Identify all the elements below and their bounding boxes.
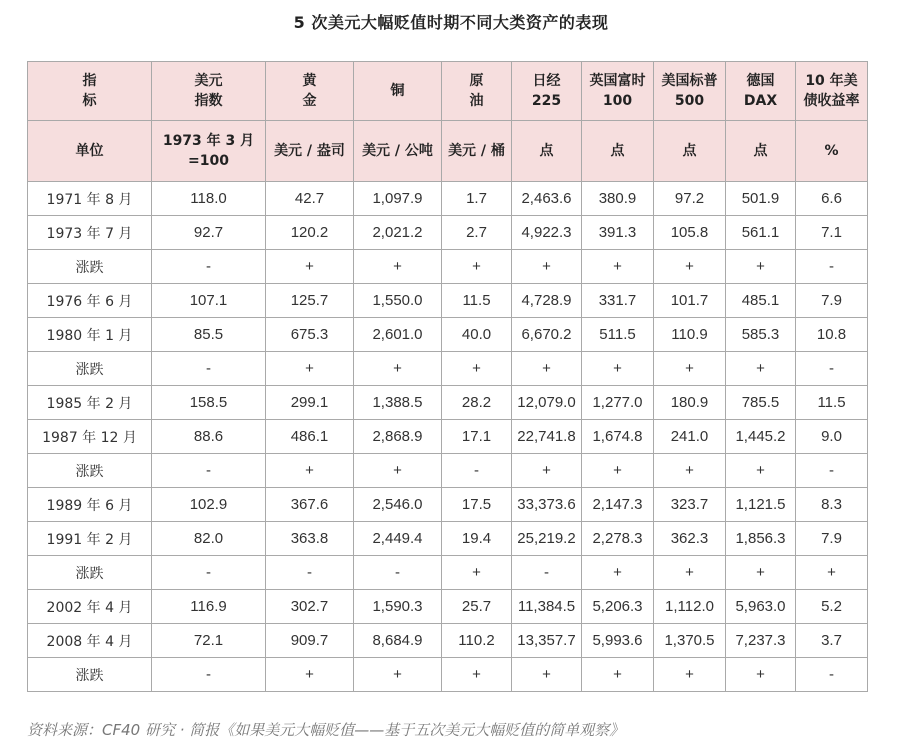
cell-nikkei-225: 12,079.0 (512, 386, 582, 420)
cell-nikkei-225: 4,728.9 (512, 284, 582, 318)
cell-gold: 363.8 (266, 522, 354, 556)
cell-sp-500: 101.7 (654, 284, 726, 318)
change-row (28, 454, 868, 488)
cell-dax: 785.5 (726, 386, 796, 420)
cell-sp-500: + (654, 454, 726, 488)
cell-nikkei-225: 25,219.2 (512, 522, 582, 556)
cell-usd-index: - (152, 454, 266, 488)
cell-us-10y-yield: - (796, 352, 868, 386)
cell-copper: + (354, 250, 442, 284)
cell-usd-index: - (152, 250, 266, 284)
header-cell-nikkei-225: 日经 225 (512, 62, 582, 121)
cell-dax: 7,237.3 (726, 624, 796, 658)
cell-sp-500: + (654, 658, 726, 692)
header-cell-dax: 德国 DAX (726, 62, 796, 121)
cell-copper: 1,590.3 (354, 590, 442, 624)
table-row (28, 318, 868, 352)
page-title: 5 次美元大幅贬值时期不同大类资产的表现 (293, 13, 609, 32)
table-row (28, 216, 868, 250)
header-cell-indicator: 指 标 (28, 62, 152, 121)
cell-crude-oil: 19.4 (442, 522, 512, 556)
cell-copper: 1,550.0 (354, 284, 442, 318)
cell-indicator: 1973 年 7 月 (28, 216, 152, 250)
cell-indicator: 涨跌 (28, 556, 152, 590)
cell-us-10y-yield: 7.9 (796, 522, 868, 556)
cell-gold: 909.7 (266, 624, 354, 658)
cell-copper: 2,601.0 (354, 318, 442, 352)
cell-copper: 8,684.9 (354, 624, 442, 658)
header-row (28, 62, 868, 121)
cell-us-10y-yield: 7.9 (796, 284, 868, 318)
cell-sp-500: + (654, 352, 726, 386)
cell-us-10y-yield: + (796, 556, 868, 590)
header-cell-sp-500: 点 (654, 121, 726, 182)
header-cell-copper: 美元 / 公吨 (354, 121, 442, 182)
cell-us-10y-yield: 3.7 (796, 624, 868, 658)
header-cell-copper: 铜 (354, 62, 442, 121)
cell-ftse-100: + (582, 454, 654, 488)
cell-nikkei-225: 11,384.5 (512, 590, 582, 624)
header-cell-crude-oil: 美元 / 桶 (442, 121, 512, 182)
cell-crude-oil: - (442, 454, 512, 488)
cell-ftse-100: 2,278.3 (582, 522, 654, 556)
cell-indicator: 1989 年 6 月 (28, 488, 152, 522)
cell-usd-index: 116.9 (152, 590, 266, 624)
cell-usd-index: 102.9 (152, 488, 266, 522)
cell-gold: + (266, 658, 354, 692)
cell-us-10y-yield: 10.8 (796, 318, 868, 352)
cell-sp-500: + (654, 556, 726, 590)
header-cell-sp-500: 美国标普 500 (654, 62, 726, 121)
cell-crude-oil: + (442, 556, 512, 590)
cell-usd-index: - (152, 658, 266, 692)
table-row (28, 590, 868, 624)
cell-sp-500: 241.0 (654, 420, 726, 454)
source-note: 资料来源：CF40 研究 · 简报《如果美元大幅贬值——基于五次美元大幅贬值的简单观察》 (27, 721, 625, 739)
cell-ftse-100: 2,147.3 (582, 488, 654, 522)
cell-gold: 125.7 (266, 284, 354, 318)
cell-ftse-100: + (582, 556, 654, 590)
cell-ftse-100: 5,206.3 (582, 590, 654, 624)
cell-nikkei-225: + (512, 250, 582, 284)
cell-sp-500: 110.9 (654, 318, 726, 352)
cell-ftse-100: + (582, 352, 654, 386)
header-cell-nikkei-225: 点 (512, 121, 582, 182)
cell-copper: 2,546.0 (354, 488, 442, 522)
cell-nikkei-225: 13,357.7 (512, 624, 582, 658)
cell-usd-index: 92.7 (152, 216, 266, 250)
cell-ftse-100: 1,674.8 (582, 420, 654, 454)
cell-dax: + (726, 352, 796, 386)
header-cell-us-10y-yield: 10 年美 债收益率 (796, 62, 868, 121)
cell-crude-oil: 17.5 (442, 488, 512, 522)
header-cell-gold: 黄 金 (266, 62, 354, 121)
cell-nikkei-225: - (512, 556, 582, 590)
cell-ftse-100: 380.9 (582, 182, 654, 216)
cell-sp-500: 97.2 (654, 182, 726, 216)
header-cell-ftse-100: 英国富时 100 (582, 62, 654, 121)
cell-sp-500: 1,112.0 (654, 590, 726, 624)
cell-dax: 1,445.2 (726, 420, 796, 454)
cell-gold: + (266, 250, 354, 284)
cell-crude-oil: + (442, 352, 512, 386)
cell-nikkei-225: + (512, 658, 582, 692)
cell-crude-oil: 25.7 (442, 590, 512, 624)
cell-gold: 302.7 (266, 590, 354, 624)
cell-ftse-100: 391.3 (582, 216, 654, 250)
cell-nikkei-225: 2,463.6 (512, 182, 582, 216)
cell-nikkei-225: 6,670.2 (512, 318, 582, 352)
cell-crude-oil: 2.7 (442, 216, 512, 250)
cell-gold: 120.2 (266, 216, 354, 250)
cell-ftse-100: 511.5 (582, 318, 654, 352)
cell-nikkei-225: + (512, 352, 582, 386)
cell-us-10y-yield: - (796, 454, 868, 488)
cell-crude-oil: 1.7 (442, 182, 512, 216)
cell-copper: + (354, 658, 442, 692)
header-cell-crude-oil: 原 油 (442, 62, 512, 121)
cell-indicator: 涨跌 (28, 352, 152, 386)
cell-nikkei-225: 22,741.8 (512, 420, 582, 454)
change-row (28, 556, 868, 590)
cell-copper: 2,868.9 (354, 420, 442, 454)
cell-usd-index: 72.1 (152, 624, 266, 658)
header-cell-us-10y-yield: % (796, 121, 868, 182)
cell-gold: 486.1 (266, 420, 354, 454)
header-cell-usd-index: 美元 指数 (152, 62, 266, 121)
cell-indicator: 1971 年 8 月 (28, 182, 152, 216)
cell-gold: 675.3 (266, 318, 354, 352)
asset-performance-table (27, 61, 868, 692)
table-row (28, 420, 868, 454)
cell-copper: 1,097.9 (354, 182, 442, 216)
cell-crude-oil: 40.0 (442, 318, 512, 352)
cell-gold: 299.1 (266, 386, 354, 420)
table-row (28, 624, 868, 658)
cell-sp-500: 105.8 (654, 216, 726, 250)
cell-us-10y-yield: - (796, 250, 868, 284)
cell-us-10y-yield: 8.3 (796, 488, 868, 522)
cell-gold: 42.7 (266, 182, 354, 216)
cell-dax: 5,963.0 (726, 590, 796, 624)
header-cell-dax: 点 (726, 121, 796, 182)
header-cell-usd-index: 1973 年 3 月 =100 (152, 121, 266, 182)
cell-nikkei-225: + (512, 454, 582, 488)
table-row (28, 182, 868, 216)
cell-sp-500: 323.7 (654, 488, 726, 522)
header-cell-indicator: 单位 (28, 121, 152, 182)
cell-copper: - (354, 556, 442, 590)
cell-nikkei-225: 33,373.6 (512, 488, 582, 522)
cell-gold: - (266, 556, 354, 590)
cell-copper: 2,449.4 (354, 522, 442, 556)
cell-indicator: 1985 年 2 月 (28, 386, 152, 420)
change-row (28, 352, 868, 386)
cell-indicator: 1976 年 6 月 (28, 284, 152, 318)
table-row (28, 522, 868, 556)
cell-us-10y-yield: 6.6 (796, 182, 868, 216)
cell-usd-index: - (152, 556, 266, 590)
cell-us-10y-yield: 9.0 (796, 420, 868, 454)
cell-dax: 485.1 (726, 284, 796, 318)
cell-indicator: 涨跌 (28, 658, 152, 692)
cell-usd-index: 158.5 (152, 386, 266, 420)
cell-us-10y-yield: 7.1 (796, 216, 868, 250)
header-cell-ftse-100: 点 (582, 121, 654, 182)
change-row (28, 250, 868, 284)
cell-indicator: 1980 年 1 月 (28, 318, 152, 352)
cell-crude-oil: 28.2 (442, 386, 512, 420)
cell-usd-index: 85.5 (152, 318, 266, 352)
cell-ftse-100: 331.7 (582, 284, 654, 318)
cell-indicator: 2008 年 4 月 (28, 624, 152, 658)
cell-crude-oil: 17.1 (442, 420, 512, 454)
cell-sp-500: + (654, 250, 726, 284)
cell-us-10y-yield: 5.2 (796, 590, 868, 624)
cell-usd-index: - (152, 352, 266, 386)
cell-dax: + (726, 250, 796, 284)
cell-dax: 585.3 (726, 318, 796, 352)
cell-dax: 1,856.3 (726, 522, 796, 556)
table-row (28, 386, 868, 420)
cell-crude-oil: 11.5 (442, 284, 512, 318)
table-row (28, 488, 868, 522)
cell-nikkei-225: 4,922.3 (512, 216, 582, 250)
cell-dax: 1,121.5 (726, 488, 796, 522)
cell-usd-index: 82.0 (152, 522, 266, 556)
cell-sp-500: 1,370.5 (654, 624, 726, 658)
cell-dax: + (726, 658, 796, 692)
change-row (28, 658, 868, 692)
cell-ftse-100: 1,277.0 (582, 386, 654, 420)
cell-us-10y-yield: 11.5 (796, 386, 868, 420)
cell-dax: 501.9 (726, 182, 796, 216)
cell-copper: 1,388.5 (354, 386, 442, 420)
header-cell-gold: 美元 / 盎司 (266, 121, 354, 182)
cell-crude-oil: 110.2 (442, 624, 512, 658)
cell-copper: + (354, 352, 442, 386)
cell-dax: + (726, 454, 796, 488)
cell-indicator: 涨跌 (28, 454, 152, 488)
cell-gold: + (266, 352, 354, 386)
cell-sp-500: 180.9 (654, 386, 726, 420)
cell-crude-oil: + (442, 658, 512, 692)
cell-gold: + (266, 454, 354, 488)
table-row (28, 284, 868, 318)
cell-ftse-100: + (582, 250, 654, 284)
cell-ftse-100: + (582, 658, 654, 692)
cell-crude-oil: + (442, 250, 512, 284)
cell-indicator: 涨跌 (28, 250, 152, 284)
cell-dax: 561.1 (726, 216, 796, 250)
cell-copper: + (354, 454, 442, 488)
cell-dax: + (726, 556, 796, 590)
cell-usd-index: 118.0 (152, 182, 266, 216)
cell-usd-index: 88.6 (152, 420, 266, 454)
cell-indicator: 1991 年 2 月 (28, 522, 152, 556)
cell-indicator: 1987 年 12 月 (28, 420, 152, 454)
cell-indicator: 2002 年 4 月 (28, 590, 152, 624)
cell-gold: 367.6 (266, 488, 354, 522)
cell-us-10y-yield: - (796, 658, 868, 692)
cell-copper: 2,021.2 (354, 216, 442, 250)
cell-sp-500: 362.3 (654, 522, 726, 556)
units-row (28, 121, 868, 182)
cell-usd-index: 107.1 (152, 284, 266, 318)
cell-ftse-100: 5,993.6 (582, 624, 654, 658)
